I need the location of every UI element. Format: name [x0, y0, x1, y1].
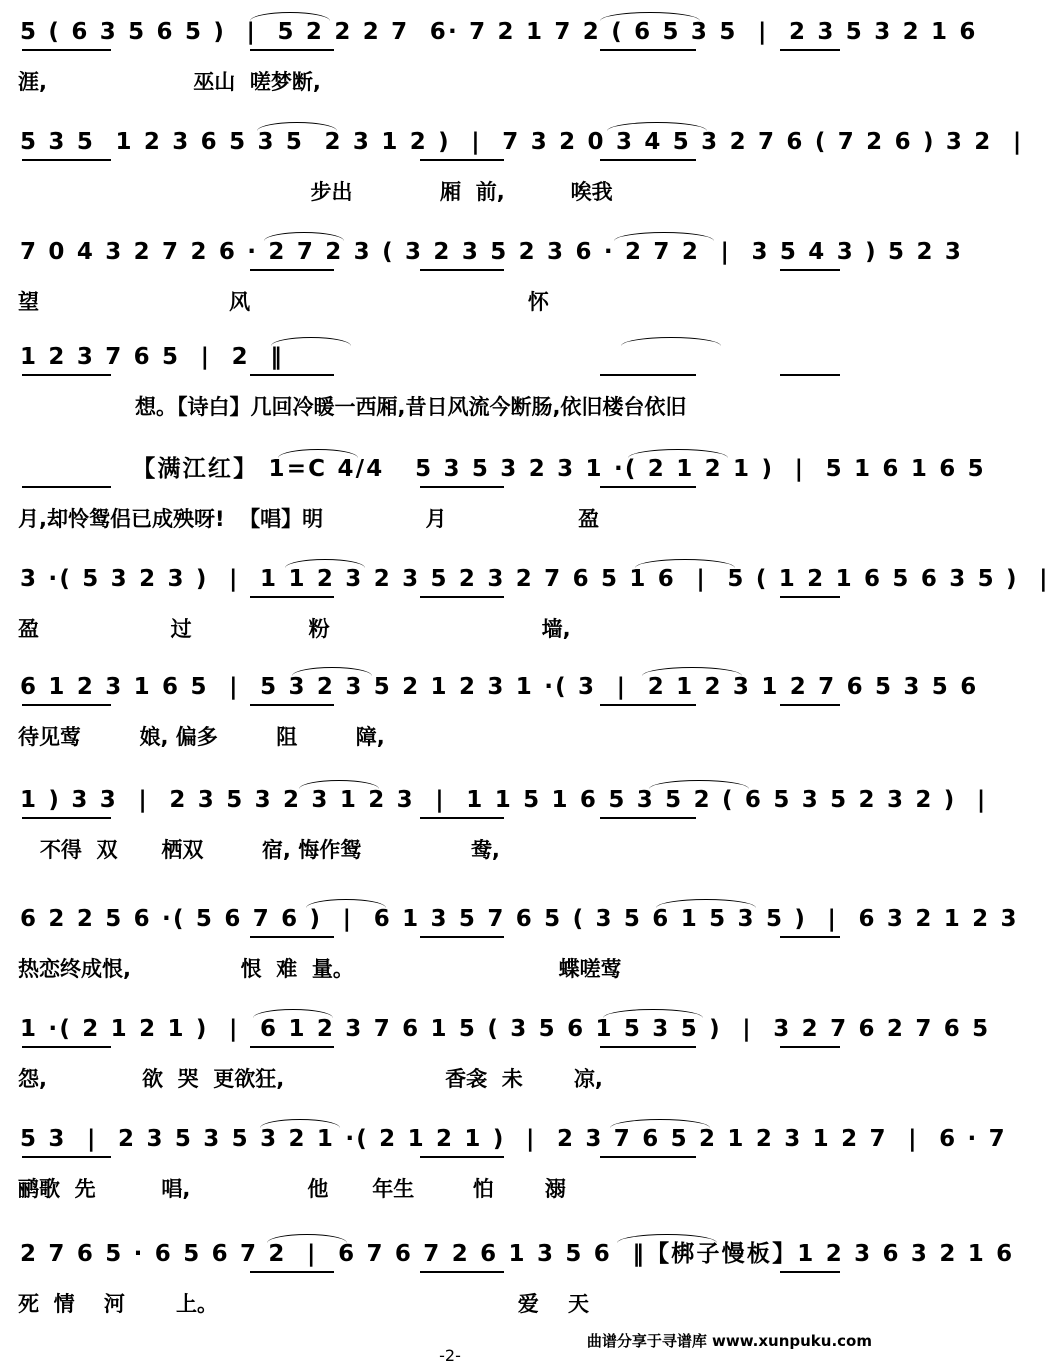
- lyrics-row: 望 风 怀: [18, 290, 549, 314]
- site-footer: 曲谱分享于寻谱库 www.xunpuku.com: [586, 1332, 872, 1350]
- beam-line: [250, 596, 334, 598]
- notation-row: 5 3 5 1 2 3 6 5 3 5 2 3 1 2 ) | 7 3 2 0 3 4 5 3 2 7 6 ( 7 2 6 ) 3 2 |: [20, 129, 1024, 155]
- beam-line: [250, 1046, 334, 1048]
- beam-line: [420, 596, 504, 598]
- beam-line: [420, 1271, 504, 1273]
- slur-arc: [253, 1009, 333, 1018]
- beam-line: [600, 1046, 696, 1048]
- slur-arc: [292, 667, 372, 676]
- slur-arc: [299, 780, 379, 789]
- beam-line: [600, 1156, 696, 1158]
- beam-line: [600, 49, 696, 51]
- beam-line: [22, 486, 111, 488]
- lyrics-row: 步出 厢 前, 唉我: [18, 180, 613, 204]
- slur-arc: [250, 12, 330, 21]
- slur-arc: [649, 780, 749, 789]
- slur-arc: [264, 232, 344, 241]
- beam-line: [780, 1046, 840, 1048]
- beam-line: [250, 1271, 334, 1273]
- beam-line: [780, 704, 840, 706]
- slur-arc: [257, 122, 337, 131]
- beam-line: [420, 159, 504, 161]
- slur-arc: [267, 1234, 347, 1243]
- beam-line: [22, 374, 111, 376]
- beam-line: [22, 159, 111, 161]
- beam-line: [22, 49, 111, 51]
- beam-line: [600, 704, 696, 706]
- beam-line: [420, 1156, 504, 1158]
- beam-line: [780, 374, 840, 376]
- beam-line: [780, 269, 840, 271]
- slur-arc: [635, 559, 735, 568]
- lyrics-row: 待见莺 娘, 偏多 阻 障,: [18, 725, 385, 749]
- notation-row: 5 ( 6 3 5 6 5 ) | 5 2 2 2 7 6· 7 2 1 7 2 ( 6 5 3 5 | 2 3 5 3 2 1 6: [20, 19, 978, 45]
- beam-line: [420, 817, 504, 819]
- slur-arc: [628, 449, 728, 458]
- beam-line: [22, 817, 111, 819]
- lyrics-row: 鹂歌 先 唱, 他 年生 怕 溺: [18, 1177, 566, 1201]
- beam-line: [250, 936, 334, 938]
- beam-line: [250, 269, 334, 271]
- lyrics-row: 热恋终成恨, 恨 难 量。 蝶嗟莺: [18, 957, 622, 981]
- slur-arc: [306, 899, 386, 908]
- slur-arc: [610, 1119, 710, 1128]
- slur-arc: [271, 337, 351, 346]
- beam-line: [420, 936, 504, 938]
- notation-row: 3 ·( 5 3 2 3 ) | 1 1 2 3 2 3 5 2 3 2 7 6 5 1 6 | 5 ( 1 2 1 6 5 6 3 5 ) |: [20, 566, 1050, 592]
- page-number: -2-: [439, 1346, 461, 1365]
- beam-line: [250, 704, 334, 706]
- lyrics-row: 盈 过 粉 墙,: [18, 617, 571, 641]
- beam-line: [600, 817, 696, 819]
- notation-row: 6 1 2 3 1 6 5 | 5 3 2 3 5 2 1 2 3 1 ·( 3 | 2 1 2 3 1 2 7 6 5 3 5 6: [20, 674, 979, 700]
- beam-line: [22, 704, 111, 706]
- notation-row: 2 7 6 5 · 6 5 6 7 2 | 6 7 6 7 2 6 1 3 5 6 ‖【梆子慢板】1 2 3 6 3 2 1 6: [20, 1241, 1015, 1267]
- beam-line: [22, 1156, 111, 1158]
- notation-row: 7 0 4 3 2 7 2 6 · 2 7 2 3 ( 3 2 3 5 2 3 6 · 2 7 2 | 3 5 4 3 ) 5 2 3: [20, 239, 964, 265]
- slur-arc: [607, 122, 707, 131]
- slur-arc: [278, 449, 358, 458]
- beam-line: [780, 49, 840, 51]
- lyrics-row: 死 情 河 上。 爱 天: [18, 1292, 590, 1316]
- slur-arc: [600, 12, 700, 21]
- notation-row: 1 ·( 2 1 2 1 ) | 6 1 2 3 7 6 1 5 ( 3 5 6 1 5 3 5 ) | 3 2 7 6 2 7 6 5: [20, 1016, 991, 1042]
- notation-row: 6 2 2 5 6 ·( 5 6 7 6 ) | 6 1 3 5 7 6 5 ( 3 5 6 1 5 3 5 ) | 6 3 2 1 2 3: [20, 906, 1019, 932]
- slur-arc: [617, 1234, 717, 1243]
- beam-line: [600, 159, 696, 161]
- notation-row: 1 ) 3 3 | 2 3 5 3 2 3 1 2 3 | 1 1 5 1 6 5 3 5 2 ( 6 5 3 5 2 3 2 ) |: [20, 787, 988, 813]
- lyrics-row: 涯, 巫山 嗟梦断,: [18, 70, 321, 94]
- beam-line: [250, 374, 334, 376]
- slur-arc: [642, 667, 742, 676]
- beam-line: [600, 374, 696, 376]
- slur-arc: [260, 1119, 340, 1128]
- beam-line: [250, 49, 334, 51]
- slur-arc: [603, 1009, 703, 1018]
- slur-arc: [621, 337, 721, 346]
- notation-row: 【满江红】 1=C 4/4 5 3 5 3 2 3 1 ·( 2 1 2 1 ) | 5 1 6 1 6 5: [20, 456, 986, 482]
- slur-arc: [614, 232, 714, 241]
- notation-row: 1 2 3 7 6 5 | 2 ‖: [20, 344, 285, 370]
- lyrics-row: 月,却怜鸳侣已成殃呀! 【唱】明 月 盈: [18, 507, 600, 531]
- beam-line: [600, 486, 696, 488]
- notation-row: 5 3 | 2 3 5 3 5 3 2 1 ·( 2 1 2 1 ) | 2 3 7 6 5 2 1 2 3 1 2 7 | 6 · 7: [20, 1126, 1007, 1152]
- slur-arc: [656, 899, 756, 908]
- lyrics-row: 不得 双 栖双 宿, 悔作鸳 鸯,: [18, 838, 500, 862]
- beam-line: [780, 596, 840, 598]
- beam-line: [420, 486, 504, 488]
- lyrics-row: 怨, 欲 哭 更欲狂, 香衾 未 凉,: [18, 1067, 603, 1091]
- beam-line: [780, 936, 840, 938]
- beam-line: [780, 1271, 840, 1273]
- slur-arc: [285, 559, 365, 568]
- beam-line: [420, 269, 504, 271]
- beam-line: [22, 1046, 111, 1048]
- lyrics-row: 想。【诗白】几回冷暖一西厢,昔日风流今断肠,依旧楼台依旧: [18, 395, 687, 419]
